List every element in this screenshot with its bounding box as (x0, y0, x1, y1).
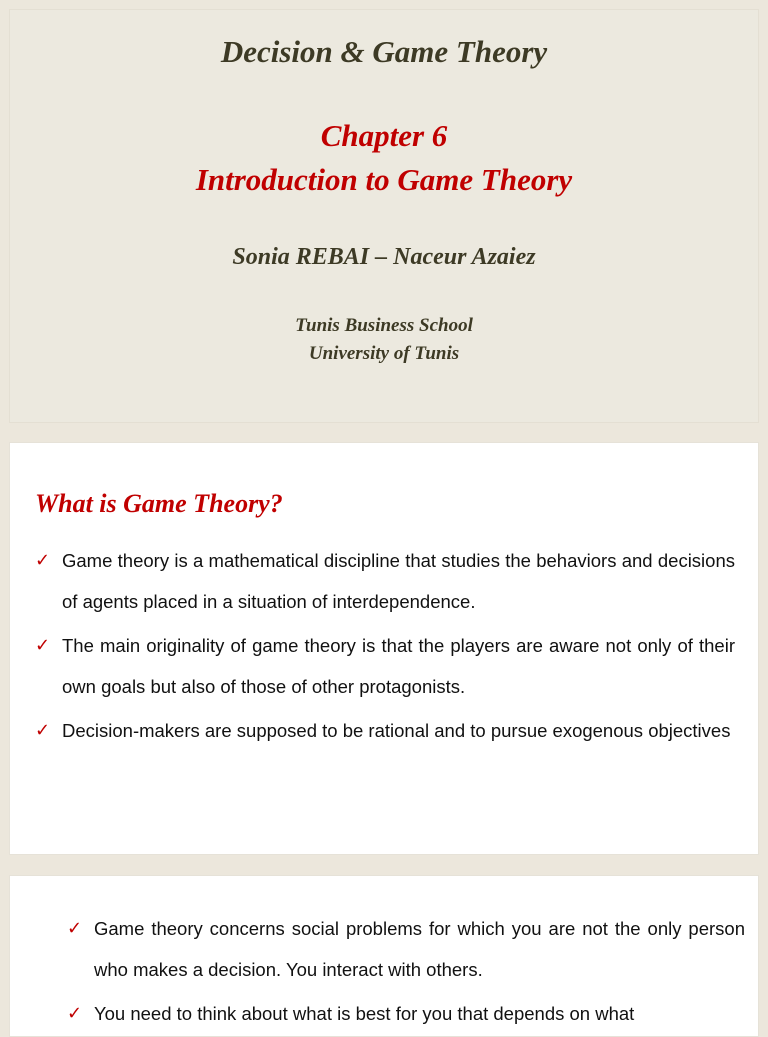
slide-heading: What is Game Theory? (35, 489, 283, 518)
chapter-number: Chapter 6 (320, 118, 448, 153)
list-item (35, 625, 735, 707)
content-slide-what-is-game-theory (10, 443, 758, 854)
checkmark-icon: ✓ (67, 918, 83, 939)
bullet-text: Game theory concerns social problems for which you are not the only person who makes a decision. You interact with others. (94, 918, 745, 980)
checkmark-icon: ✓ (67, 1003, 83, 1024)
bullet-text: You need to think about what is best for you that depends on what (94, 1003, 635, 1024)
content-slide-continued (10, 876, 758, 1036)
list-item (35, 540, 735, 622)
authors: Sonia REBAI – Naceur Azaiez (232, 244, 536, 270)
list-item (67, 908, 745, 990)
checkmark-icon: ✓ (35, 635, 51, 656)
bullet-text: Game theory is a mathematical discipline that studies the behaviors and decisions of agents placed in a situation of interdependence. (62, 550, 735, 612)
chapter-title: Introduction to Game Theory (195, 162, 573, 197)
bullet-list (67, 908, 745, 1037)
institution (10, 312, 758, 368)
list-item (35, 710, 735, 751)
school-name: Tunis Business School (295, 315, 473, 336)
bullet-text: The main originality of game theory is that the players are aware not only of their own goals but also of those of other protagonists. (62, 635, 735, 697)
university-name: University of Tunis (308, 343, 460, 364)
checkmark-icon: ✓ (35, 550, 51, 571)
course-title: Decision & Game Theory (220, 34, 548, 69)
checkmark-icon: ✓ (35, 720, 51, 741)
title-slide (10, 10, 758, 422)
bullet-list (35, 540, 735, 754)
list-item (67, 993, 745, 1034)
chapter-block (10, 114, 758, 202)
bullet-text: Decision-makers are supposed to be rational and to pursue exogenous objectives (62, 720, 731, 741)
